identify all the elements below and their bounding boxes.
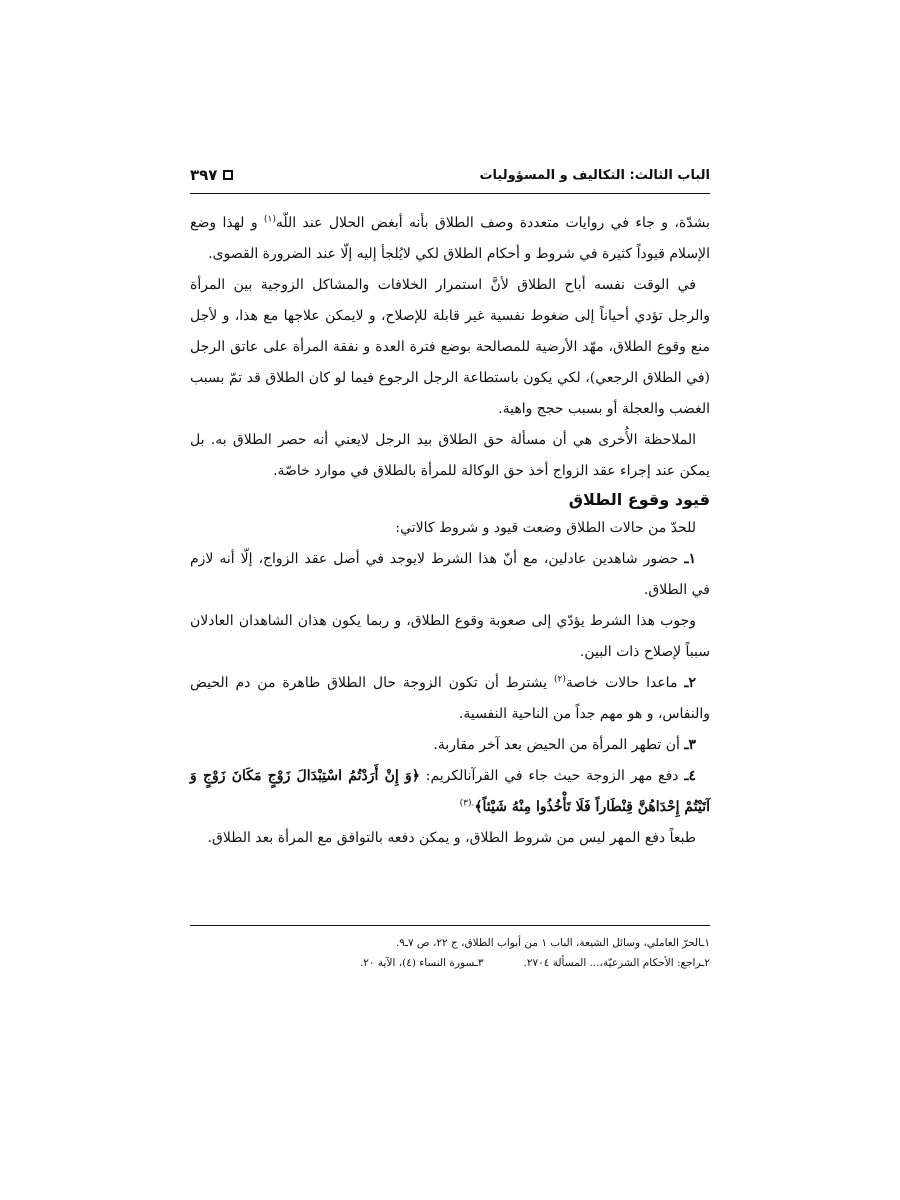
running-header xyxy=(190,166,710,192)
paragraph-3: الملاحظة الأُخرى هي أن مسألة حق الطلاق بيد الرجل لايعني أنه حصر الطلاق به. بل يمكن عند إجراء عقد الزواج أخذ حق الوكالة للمرأة بالطلاق في موارد خاصّة. xyxy=(190,432,710,479)
footnote-row-2 xyxy=(190,953,710,973)
footnote-ref-2: (٢) xyxy=(553,674,566,685)
paragraph-2: في الوقت نفسه أباح الطلاق لأنَّ استمرار الخلافات والمشاكل الزوجية بين المرأة والرجل تؤدي أحياناً إلى ضغوط نفسية غير قابلة للإصلاح، و لايمكن علاجها مع هذا، و لأجل منع وقوع الطلاق، مهّد الأرضية للمصالحة بوضع فترة العدة و نفقة المرأة على عاتق الرجل (في الطلاق الرجعي)، لكي يكون باستطاعة الرجل الرجوع فيما لو كان الطلاق قد تمّ بسبب الغضب والعجلة أو بسبب حجج واهية. xyxy=(190,277,710,417)
chapter-title: الباب الثالث: التكاليف و المسؤوليات xyxy=(479,168,710,183)
item-text-rest: يشترط أن تكون الزوجة حال الطلاق طاهرة من دم الحيض والنفاس، و هو مهم جداً من الناحية النفسية. xyxy=(190,675,710,722)
section-title: قيود وقوع الطلاق xyxy=(568,490,710,509)
item-text: حضور شاهدين عادلين، مع أنّ هذا الشرط لايوجد في أصل عقد الزواج، إلّا أنه لازم في الطلاق. xyxy=(190,551,710,598)
item-number: ٢ـ xyxy=(684,675,696,691)
item-number: ٤ـ xyxy=(684,768,696,784)
footnote-1: ١ـالحرّ العاملي، وسائل الشيعة، الباب ١ من أبواب الطلاق، ج ٢٢، ص ٧ـ٩. xyxy=(395,937,710,949)
header-divider xyxy=(190,193,710,194)
footnote-divider xyxy=(190,925,710,926)
body-text xyxy=(190,208,710,854)
closing-paragraph: طبعاً دفع المهر ليس من شروط الطلاق، و يمكن دفعه بالتوافق مع المرأة بعد الطلاق. xyxy=(207,830,696,846)
footnotes xyxy=(190,933,710,973)
page-number-group xyxy=(190,166,233,184)
footnote-ref-1: (١) xyxy=(263,214,276,225)
list-item-1 xyxy=(190,544,710,606)
list-item-1-note: وجوب هذا الشرط يؤدّي إلى صعوبة وقوع الطلاق، و ربما يكون هذان الشاهدان العادلان سبباً لإصلاح ذات البين. xyxy=(190,613,710,660)
section-intro: للحدّ من حالات الطلاق وضعت قيود و شروط كالاتي: xyxy=(395,520,696,536)
item-text: أن تطهر المرأة من الحيض بعد آخر مقاربة. xyxy=(433,737,685,753)
list-item-2 xyxy=(190,668,710,730)
item-text: ماعدا حالات خاصة xyxy=(565,675,685,691)
paragraph-1-text: بشدّة، و جاء في روايات متعددة وصف الطلاق بأنه أبغض الحلال عند اللّه xyxy=(275,215,710,231)
paragraph-1 xyxy=(190,208,710,270)
item-number: ١ـ xyxy=(684,551,696,567)
quran-verse: ﴿وَ إِنْ أَرَدْتُمُ اسْتِبْدَالَ زَوْجٍ مَكَانَ زَوْجٍ وَ آتَيْتُمْ إِحْدَاهُنَّ قِنْطَاراً فَلَا تَأْخُذُوا مِنْهُ شَيْئاً﴾ xyxy=(190,768,710,815)
list-item-3 xyxy=(190,730,710,761)
footnote-ref-3: .(٣) xyxy=(459,798,475,809)
page-number: ٣٩٧ xyxy=(190,166,218,184)
list-item-4 xyxy=(190,761,710,823)
paragraph-1-rest: و لهذا وضع الإسلام قيوداً كثيرة في شروط و أحكام الطلاق لكي لايُلجأ إليه إلّا عند الضرورة القصوى. xyxy=(190,215,710,262)
footnote-3: ٣ـسورة النساء (٤)، الآية ٢٠. xyxy=(359,957,484,969)
square-box-icon xyxy=(223,170,233,180)
footnote-2: ٢ـراجع: الأحكام الشرعيّة،... المسألة ٢٧٠٤. xyxy=(523,957,710,969)
item-number: ٣ـ xyxy=(684,737,696,753)
item-text: دفع مهر الزوجة حيث جاء في القرآنالكريم: xyxy=(419,768,685,784)
